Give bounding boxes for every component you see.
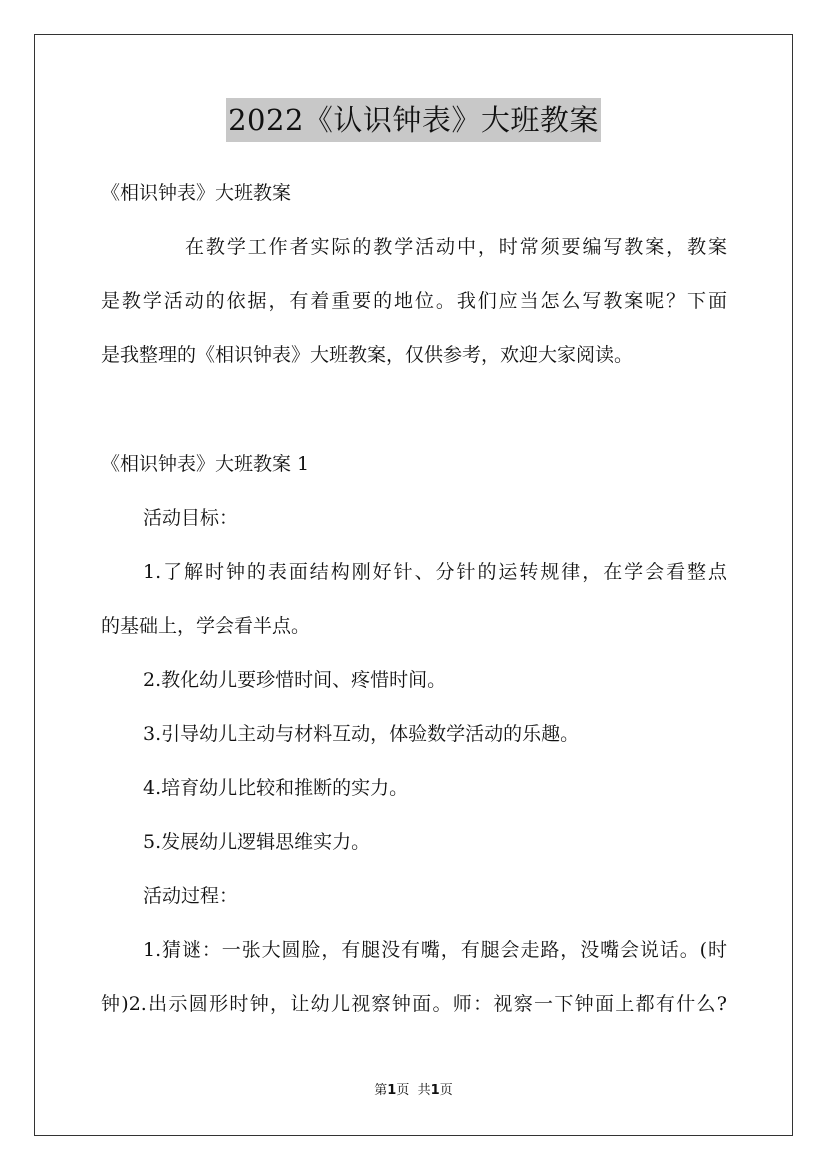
goal-line-3: 3.引导幼儿主动与材料互动，体验数学活动的乐趣。 — [143, 723, 580, 745]
goal-line-1-cont: 的基础上，学会看半点。 — [101, 615, 311, 637]
footer-total-prefix: 共 — [417, 1083, 431, 1098]
page-footer — [0, 1081, 827, 1101]
document-subtitle: 《相识钟表》大班教案 — [101, 182, 292, 204]
intro-line-2: 是教学活动的依据，有着重要的地位。我们应当怎么写教案呢？下面 — [101, 290, 727, 312]
footer-page-prefix: 第 — [374, 1083, 388, 1098]
title-container — [0, 98, 827, 142]
process-line-1: 1.猜谜：一张大圆脸，有腿没有嘴，有腿会走路，没嘴会说话。(时 — [143, 939, 727, 961]
process-heading: 活动过程： — [143, 885, 239, 907]
intro-line-1: 在教学工作者实际的教学活动中，时常须要编写教案，教案 — [185, 236, 727, 258]
intro-line-3: 是我整理的《相识钟表》大班教案，仅供参考，欢迎大家阅读。 — [101, 344, 634, 366]
footer-total-number: 1 — [430, 1083, 440, 1098]
footer-total-suffix: 页 — [439, 1083, 453, 1098]
footer-page-number: 1 — [387, 1083, 397, 1098]
goal-line-4: 4.培育幼儿比较和推断的实力。 — [143, 777, 409, 799]
section-heading: 《相识钟表》大班教案 1 — [101, 453, 310, 475]
goals-heading: 活动目标： — [143, 507, 239, 529]
goal-line-5: 5.发展幼儿逻辑思维实力。 — [143, 831, 371, 853]
document-title: 2022《认识钟表》大班教案 — [226, 98, 601, 142]
goal-line-2: 2.教化幼儿要珍惜时间、疼惜时间。 — [143, 669, 447, 691]
process-line-2: 钟)2.出示圆形时钟，让幼儿视察钟面。师：视察一下钟面上都有什么? — [101, 993, 727, 1015]
footer-page-suffix: 页 — [396, 1083, 410, 1098]
goal-line-1: 1.了解时钟的表面结构刚好针、分针的运转规律，在学会看整点 — [143, 561, 727, 583]
